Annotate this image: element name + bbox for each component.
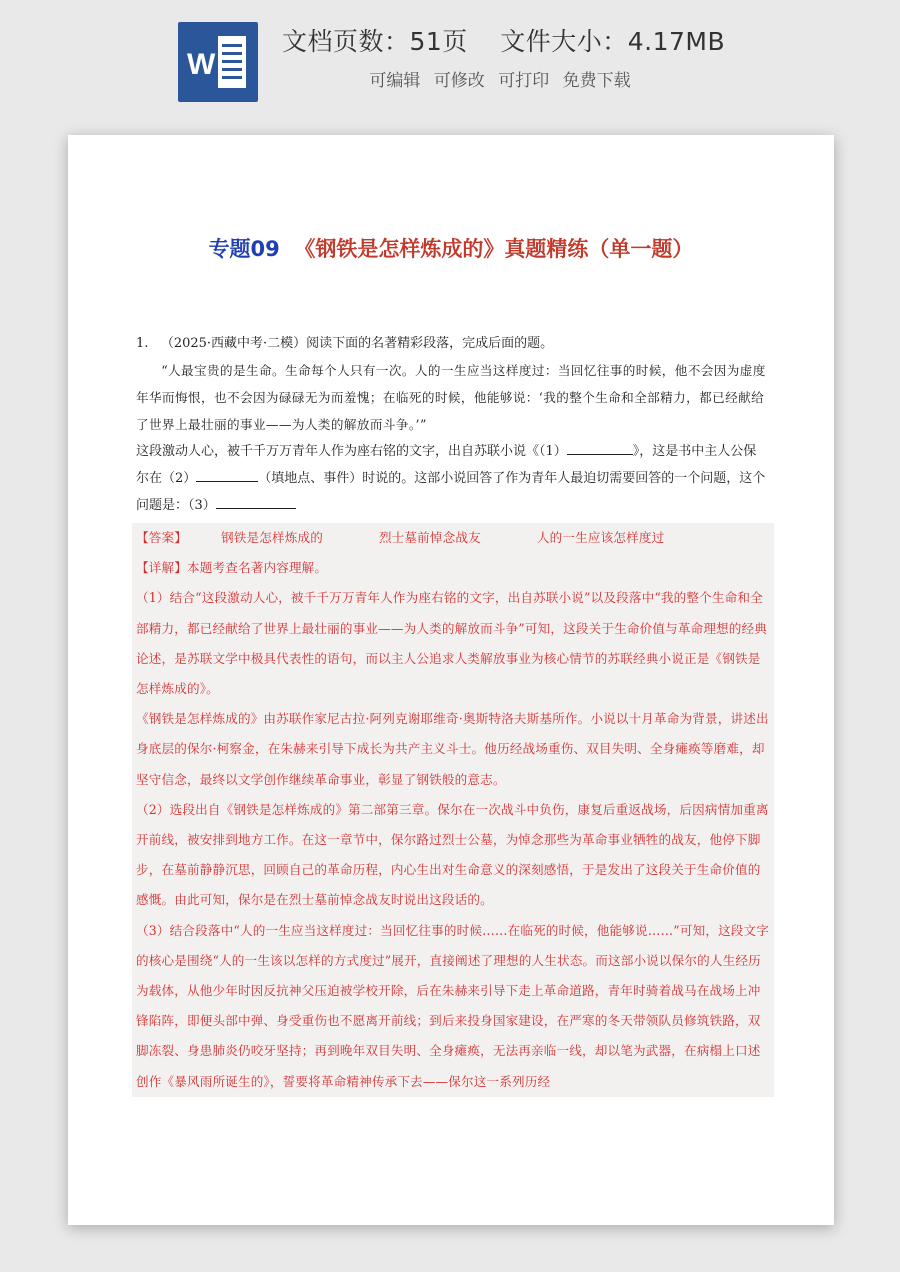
title-code: 专题09 bbox=[208, 237, 280, 261]
question-source-line bbox=[136, 330, 768, 357]
feature-printable: 可打印 bbox=[498, 71, 550, 91]
question-source: （2025·西藏中考·二模）阅读下面的名著精彩段落，完成后面的题。 bbox=[160, 336, 554, 351]
explanation-paragraph-1: （1）结合“这段激动人心，被千千万万青年人作为座右铭的文字，出自苏联小说”以及段落中“我的整个生命和全部精力，都已经献给了世界上最壮丽的事业——为人类的解放而斗争”可知，这段关于生命价值与革命理想的经典论述，是苏联文学中极具代表性的语句，而以主人公追求人类解放事业为核心情节的苏联经典小说正是《钢铁是怎样炼成的》。 bbox=[136, 590, 768, 697]
prompt-part-3: （填地点、事件）时说的。这部小说回答了作为青年人最迫切需要回答的一个问题，这个问题是：（3） bbox=[136, 471, 766, 513]
blank-3 bbox=[216, 494, 296, 509]
answer-item-2: 烈士墓前悼念战友 bbox=[378, 530, 481, 545]
answer-item-3: 人的一生应该怎样度过 bbox=[536, 530, 665, 545]
document-page bbox=[68, 135, 834, 1225]
blank-1 bbox=[567, 440, 633, 455]
document-title bbox=[68, 233, 834, 263]
quoted-passage: “人最宝贵的是生命。生命每个人只有一次。人的一生应当这样度过：当回忆往事的时候，他不会因为虚度年华而悔恨，也不会因为碌碌无为而羞愧；在临死的时候，他能够说：‘我的整个生命和全部精力，都已经献给了世界上最壮丽的事业——为人类的解放而斗争。’” bbox=[136, 363, 766, 432]
word-logo-graphic bbox=[178, 22, 258, 102]
prompt-part-2: 》，这是书中主人公保尔在（2） bbox=[136, 444, 757, 486]
page-count: 文档页数：51页 bbox=[282, 27, 468, 56]
title-main: 《钢铁是怎样炼成的》真题精练（单一题） bbox=[294, 237, 694, 261]
explanation-paragraph-3: （2）选段出自《钢铁是怎样炼成的》第二部第三章。保尔在一次战斗中负伤，康复后重返战场，后因病情加重离开前线，被安排到地方工作。在这一章节中，保尔路过烈士公墓，为悼念那些为革命事业牺牲的战友，他停下脚步，在墓前静静沉思，回顾自己的革命历程，内心生出对生命意义的深刻感悟，于是发出了这段关于生命价值的感慨。由此可知，保尔是在烈士墓前悼念战友时说出这段话的。 bbox=[136, 801, 769, 908]
explanation-intro: 本题考查名著内容理解。 bbox=[186, 560, 328, 576]
blank-2 bbox=[196, 467, 258, 482]
document-stats bbox=[270, 22, 730, 58]
explanation-label: 【详解】 bbox=[136, 560, 187, 576]
question-number: 1. bbox=[136, 336, 149, 351]
explanation-paragraph-2: 《钢铁是怎样炼成的》由苏联作家尼古拉·阿列克谢耶维奇·奥斯特洛夫斯基所作。小说以十月革命为背景，讲述出身底层的保尔·柯察金，在朱赫来引导下成长为共产主义斗士。他历经战场重伤、双目失明、全身瘫痪等磨难，却坚守信念，最终以文学创作继续革命事业，彰显了钢铁般的意志。 bbox=[136, 711, 769, 787]
file-size: 文件大小：4.17MB bbox=[500, 27, 726, 56]
feature-list bbox=[270, 66, 730, 91]
answer-section bbox=[132, 523, 774, 1097]
explanation-intro-line bbox=[136, 553, 770, 583]
prompt-part-1: 这段激动人心，被千千万万青年人作为座右铭的文字，出自苏联小说《（1） bbox=[136, 444, 567, 459]
explanation-paragraph-4: （3）结合段落中“人的一生应当这样度过：当回忆往事的时候……在临死的时候，他能够说……”可知，这段文字的核心是围绕“人的一生该以怎样的方式度过”展开，直接阐述了理想的人生状态。而这部小说以保尔的人生经历为载体，从他少年时因反抗神父压迫被学校开除，后在朱赫来引导下走上革命道路，青年时骑着战马在战场上冲锋陷阵，即便头部中弹、身受重伤也不愿离开前线；到后来投身国家建设，在严寒的冬天带领队员修筑铁路，双脚冻裂、身患肺炎仍咬牙坚持；再到晚年双目失明、全身瘫痪，无法再亲临一线，却以笔为武器，在病榻上口述创作《暴风雨所诞生的》，誓要将革命精神传承下去——保尔这一系列历经 bbox=[136, 922, 770, 1089]
answer-label: 【答案】 bbox=[136, 530, 187, 545]
word-logo-letter: W bbox=[187, 48, 216, 81]
feature-editable: 可编辑 bbox=[369, 71, 421, 91]
answer-item-1: 钢铁是怎样炼成的 bbox=[220, 530, 323, 545]
question-prompt bbox=[136, 438, 768, 519]
word-document-icon bbox=[178, 22, 258, 102]
document-body bbox=[136, 330, 768, 1097]
answer-line bbox=[136, 523, 770, 553]
banner bbox=[0, 0, 900, 118]
feature-free-download: 免费下载 bbox=[562, 71, 631, 91]
feature-modifiable: 可修改 bbox=[433, 71, 485, 91]
